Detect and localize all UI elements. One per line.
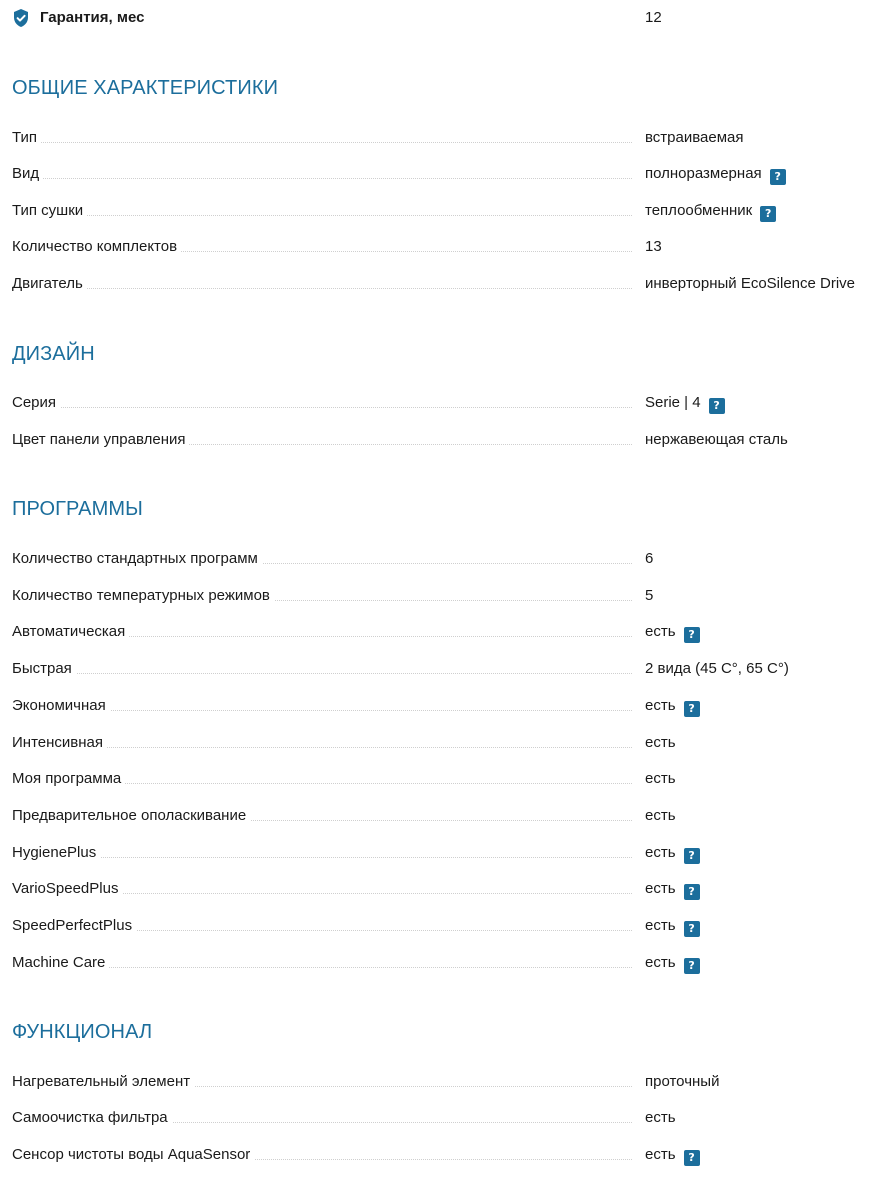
- spec-value: [645, 1145, 700, 1166]
- section-title-functions: ФУНКЦИОНАЛ: [12, 1021, 153, 1043]
- spec-value: 12: [645, 9, 662, 26]
- spec-value-text: есть: [645, 697, 676, 714]
- spec-row: [12, 237, 870, 261]
- spec-label: Серия: [12, 393, 60, 413]
- shield-check-icon: [12, 8, 30, 28]
- help-icon[interactable]: ?: [684, 921, 700, 937]
- spec-row: [12, 164, 870, 188]
- section-title-design: ДИЗАЙН: [12, 343, 95, 365]
- spec-value-text: есть: [645, 917, 676, 934]
- spec-value: [645, 1072, 719, 1092]
- spec-label: Цвет панели управления: [12, 430, 189, 450]
- help-icon[interactable]: ?: [770, 169, 786, 185]
- spec-label: Количество стандартных программ: [12, 549, 262, 569]
- spec-value: [645, 953, 700, 974]
- spec-label: Тип: [12, 128, 41, 148]
- spec-row: [12, 274, 870, 298]
- spec-label: Machine Care: [12, 953, 109, 973]
- spec-value: [645, 201, 776, 222]
- spec-row: [12, 549, 870, 573]
- spec-value: [645, 696, 700, 717]
- help-icon[interactable]: ?: [684, 958, 700, 974]
- help-icon[interactable]: ?: [684, 884, 700, 900]
- spec-value-text: 5: [645, 587, 654, 604]
- spec-row: [12, 393, 870, 417]
- spec-value-text: есть: [645, 1109, 676, 1126]
- section-title-programs: ПРОГРАММЫ: [12, 498, 143, 520]
- dotted-leader: [12, 178, 632, 179]
- spec-value: [645, 916, 700, 937]
- spec-row: [12, 586, 870, 610]
- spec-value: [645, 733, 676, 753]
- spec-value: [645, 164, 786, 185]
- spec-value-text: есть: [645, 770, 676, 787]
- section-title-general: ОБЩИЕ ХАРАКТЕРИСТИКИ: [12, 77, 279, 99]
- spec-value-text: встраиваемая: [645, 129, 744, 146]
- help-icon[interactable]: ?: [684, 848, 700, 864]
- spec-row: [12, 430, 870, 454]
- spec-label: Гарантия, мес: [12, 8, 148, 28]
- spec-value: [645, 237, 662, 257]
- help-icon[interactable]: ?: [709, 398, 725, 414]
- spec-label: Двигатель: [12, 274, 87, 294]
- spec-value-text: есть: [645, 954, 676, 971]
- dotted-leader: [12, 407, 632, 408]
- spec-value-text: 2 вида (45 С°, 65 С°): [645, 660, 789, 677]
- spec-row: [12, 659, 870, 683]
- spec-label: Количество температурных режимов: [12, 586, 274, 606]
- spec-value: [645, 659, 789, 679]
- spec-row: [12, 806, 870, 830]
- spec-value: [645, 806, 676, 826]
- help-icon[interactable]: ?: [684, 1150, 700, 1166]
- spec-value: [645, 549, 653, 569]
- spec-value-text: есть: [645, 880, 676, 897]
- spec-row: [12, 916, 870, 940]
- dotted-leader: [12, 142, 632, 143]
- spec-label: SpeedPerfectPlus: [12, 916, 136, 936]
- spec-row: [12, 1108, 870, 1132]
- spec-value: [645, 586, 653, 606]
- spec-row: [12, 622, 870, 646]
- spec-label: Интенсивная: [12, 733, 107, 753]
- spec-row: [12, 1072, 870, 1096]
- help-icon[interactable]: ?: [684, 627, 700, 643]
- spec-value-text: есть: [645, 623, 676, 640]
- spec-label: Нагревательный элемент: [12, 1072, 194, 1092]
- spec-row: [12, 1145, 870, 1169]
- spec-row: [12, 128, 870, 152]
- spec-label: Экономичная: [12, 696, 110, 716]
- spec-label: HygienePlus: [12, 843, 100, 863]
- spec-value-text: нержавеющая сталь: [645, 431, 788, 448]
- spec-row: [12, 769, 870, 793]
- spec-value: [645, 128, 744, 148]
- spec-value-text: есть: [645, 1146, 676, 1163]
- spec-row: [12, 953, 870, 977]
- spec-value-text: инверторный EcoSilence Drive: [645, 275, 856, 292]
- spec-value-text: проточный: [645, 1073, 720, 1090]
- spec-value-text: есть: [645, 807, 676, 824]
- spec-value-text: Serie | 4: [645, 394, 701, 411]
- dotted-leader: [12, 215, 632, 216]
- spec-value: [645, 843, 700, 864]
- spec-label: Самоочистка фильтра: [12, 1108, 172, 1128]
- spec-row: [12, 879, 870, 903]
- spec-value: [645, 769, 676, 789]
- spec-value: [645, 274, 855, 294]
- help-icon[interactable]: ?: [760, 206, 776, 222]
- help-icon[interactable]: ?: [684, 701, 700, 717]
- spec-value: [645, 430, 788, 450]
- spec-label: VarioSpeedPlus: [12, 879, 122, 899]
- spec-value-text: есть: [645, 734, 676, 751]
- spec-value: [645, 622, 700, 643]
- spec-label: Тип сушки: [12, 201, 87, 221]
- spec-value-text: 6: [645, 550, 654, 567]
- spec-value-text: есть: [645, 844, 676, 861]
- spec-label: Количество комплектов: [12, 237, 181, 257]
- spec-row: [12, 733, 870, 757]
- spec-value: [645, 1108, 676, 1128]
- dotted-leader: [12, 673, 632, 674]
- dotted-leader: [12, 288, 632, 289]
- spec-row-warranty: [12, 8, 870, 32]
- spec-row: [12, 843, 870, 867]
- spec-label: Сенсор чистоты воды AquaSensor: [12, 1145, 254, 1165]
- spec-value-text: теплообменник: [645, 202, 753, 219]
- spec-label: Быстрая: [12, 659, 76, 679]
- spec-label: Предварительное ополаскивание: [12, 806, 250, 826]
- spec-label: Моя программа: [12, 769, 125, 789]
- spec-label: Автоматическая: [12, 622, 129, 642]
- spec-value: [645, 393, 725, 414]
- spec-row: [12, 201, 870, 225]
- spec-value-text: полноразмерная: [645, 165, 762, 182]
- dotted-leader: [12, 857, 632, 858]
- spec-value-text: 13: [645, 238, 662, 255]
- spec-value: [645, 879, 700, 900]
- spec-row: [12, 696, 870, 720]
- spec-label: Вид: [12, 164, 43, 184]
